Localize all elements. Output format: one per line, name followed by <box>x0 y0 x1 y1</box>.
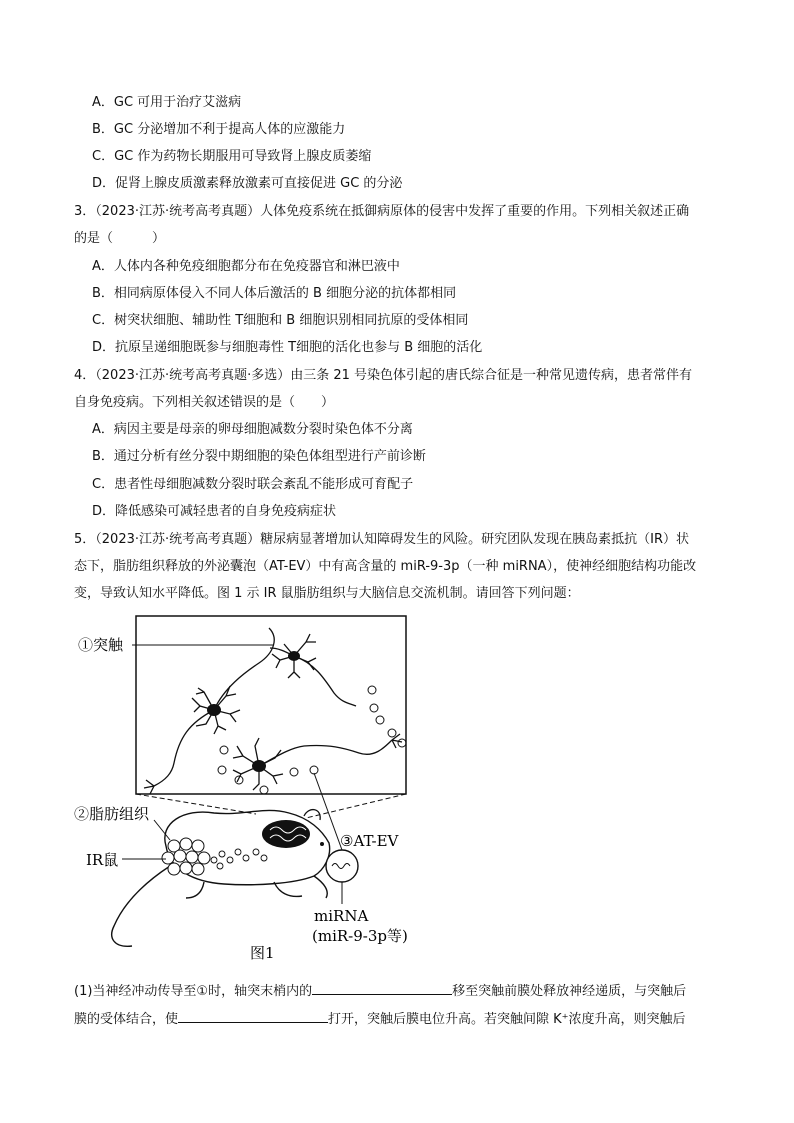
brain-inset-frame <box>136 616 406 794</box>
adipose-tissue <box>162 838 210 875</box>
q3-stem-line2: 的是（ ） <box>74 231 166 246</box>
q2-option-d: D．促肾上腺皮质激素释放激素可直接促进 GC 的分泌 <box>92 176 403 191</box>
at-ev-vesicle-enlarged <box>326 850 358 882</box>
q4-stem-line1: 4．（2023·江苏·统考高考真题·多选）由三条 21 号染色体引起的唐氏综合征是一种常见遗传病，患者常伴有 <box>74 368 693 383</box>
q2-option-c: C．GC 作为药物长期服用可导致肾上腺皮质萎缩 <box>92 149 372 164</box>
q4-option-c: C．患者性母细胞减数分裂时联会紊乱不能形成可育配子 <box>92 477 414 492</box>
q2-option-b: B．GC 分泌增加不利于提高人体的应激能力 <box>92 122 346 137</box>
ir-mouse-label: IR鼠 <box>86 851 119 869</box>
q5-part1-text-c: 膜的受体结合，使 <box>74 1012 179 1027</box>
q4-option-b: B．通过分析有丝分裂中期细胞的染色体组型进行产前诊断 <box>92 449 426 464</box>
adipose-label: ②脂肪组织 <box>74 805 150 823</box>
q5-stem-line3: 变，导致认知水平降低。图 1 示 IR 鼠脂肪组织与大脑信息交流机制。请回答下列问题： <box>74 586 580 601</box>
q4-option-d: D．降低感染可减轻患者的自身免疫病症状 <box>92 504 337 519</box>
neuron-bottom-soma <box>252 760 266 772</box>
mouse-brain <box>262 820 310 848</box>
answer-blank-1[interactable] <box>312 980 452 995</box>
neuron-left-soma <box>207 704 221 716</box>
zoom-line-right <box>306 794 406 818</box>
neuron-top-right-soma <box>288 651 300 661</box>
q5-part1-text-d: 打开，突触后膜电位升高。若突触间隙 K⁺浓度升高，则突触后 <box>328 1012 686 1027</box>
q5-part1-line1 <box>74 980 686 1001</box>
q5-stem-line2: 态下，脂肪组织释放的外泌囊泡（AT-EV）中有高含量的 miR-9-3p（一种 miRNA），使神经细胞结构功能改 <box>74 559 697 574</box>
q2-option-a: A．GC 可用于治疗艾滋病 <box>92 95 242 110</box>
at-ev-label: ③AT-EV <box>340 832 399 850</box>
q3-option-a: A．人体内各种免疫细胞都分布在免疫器官和淋巴液中 <box>92 259 400 274</box>
figure-caption: 图1 <box>250 944 275 962</box>
q4-option-a: A．病因主要是母亲的卵母细胞减数分裂时染色体不分离 <box>92 422 413 437</box>
answer-blank-2[interactable] <box>178 1008 328 1023</box>
brain-vesicles <box>218 686 406 794</box>
mirna-label: miRNA <box>314 907 369 925</box>
figure-ir-mouse-brain <box>74 608 434 970</box>
q5-part1-line2 <box>74 1008 686 1029</box>
adipose-pointer-line <box>154 820 170 840</box>
q3-option-d: D．抗原呈递细胞既参与细胞毒性 T细胞的活化也参与 B 细胞的活化 <box>92 340 483 355</box>
synapse-label: ①突触 <box>78 636 124 654</box>
q5-stem-line1: 5．（2023·江苏·统考高考真题）糖尿病显著增加认知障碍发生的风险。研究团队发现在胰岛素抵抗（IR）状 <box>74 532 689 547</box>
q5-part1-text-a: (1)当神经冲动传导至①时，轴突末梢内的 <box>74 984 313 999</box>
q5-part1-text-b: 移至突触前膜处释放神经递质，与突触后 <box>452 984 687 999</box>
q4-stem-line2: 自身免疫病。下列相关叙述错误的是（ ） <box>74 395 335 410</box>
neuron-top-right <box>270 634 356 706</box>
zoom-line-left <box>136 794 256 814</box>
mirna-sub-label: (miR-9-3p等) <box>312 927 408 945</box>
mouse-eye <box>320 842 324 846</box>
q3-option-b: B．相同病原体侵入不同人体后激活的 B 细胞分泌的抗体都相同 <box>92 286 457 301</box>
q3-option-c: C．树突状细胞、辅助性 T细胞和 B 细胞识别相同抗原的受体相同 <box>92 313 469 328</box>
released-vesicles <box>211 849 267 869</box>
q3-stem-line1: 3．（2023·江苏·统考高考真题）人体免疫系统在抵御病原体的侵害中发挥了重要的作用。下列相关叙述正确 <box>74 204 690 219</box>
